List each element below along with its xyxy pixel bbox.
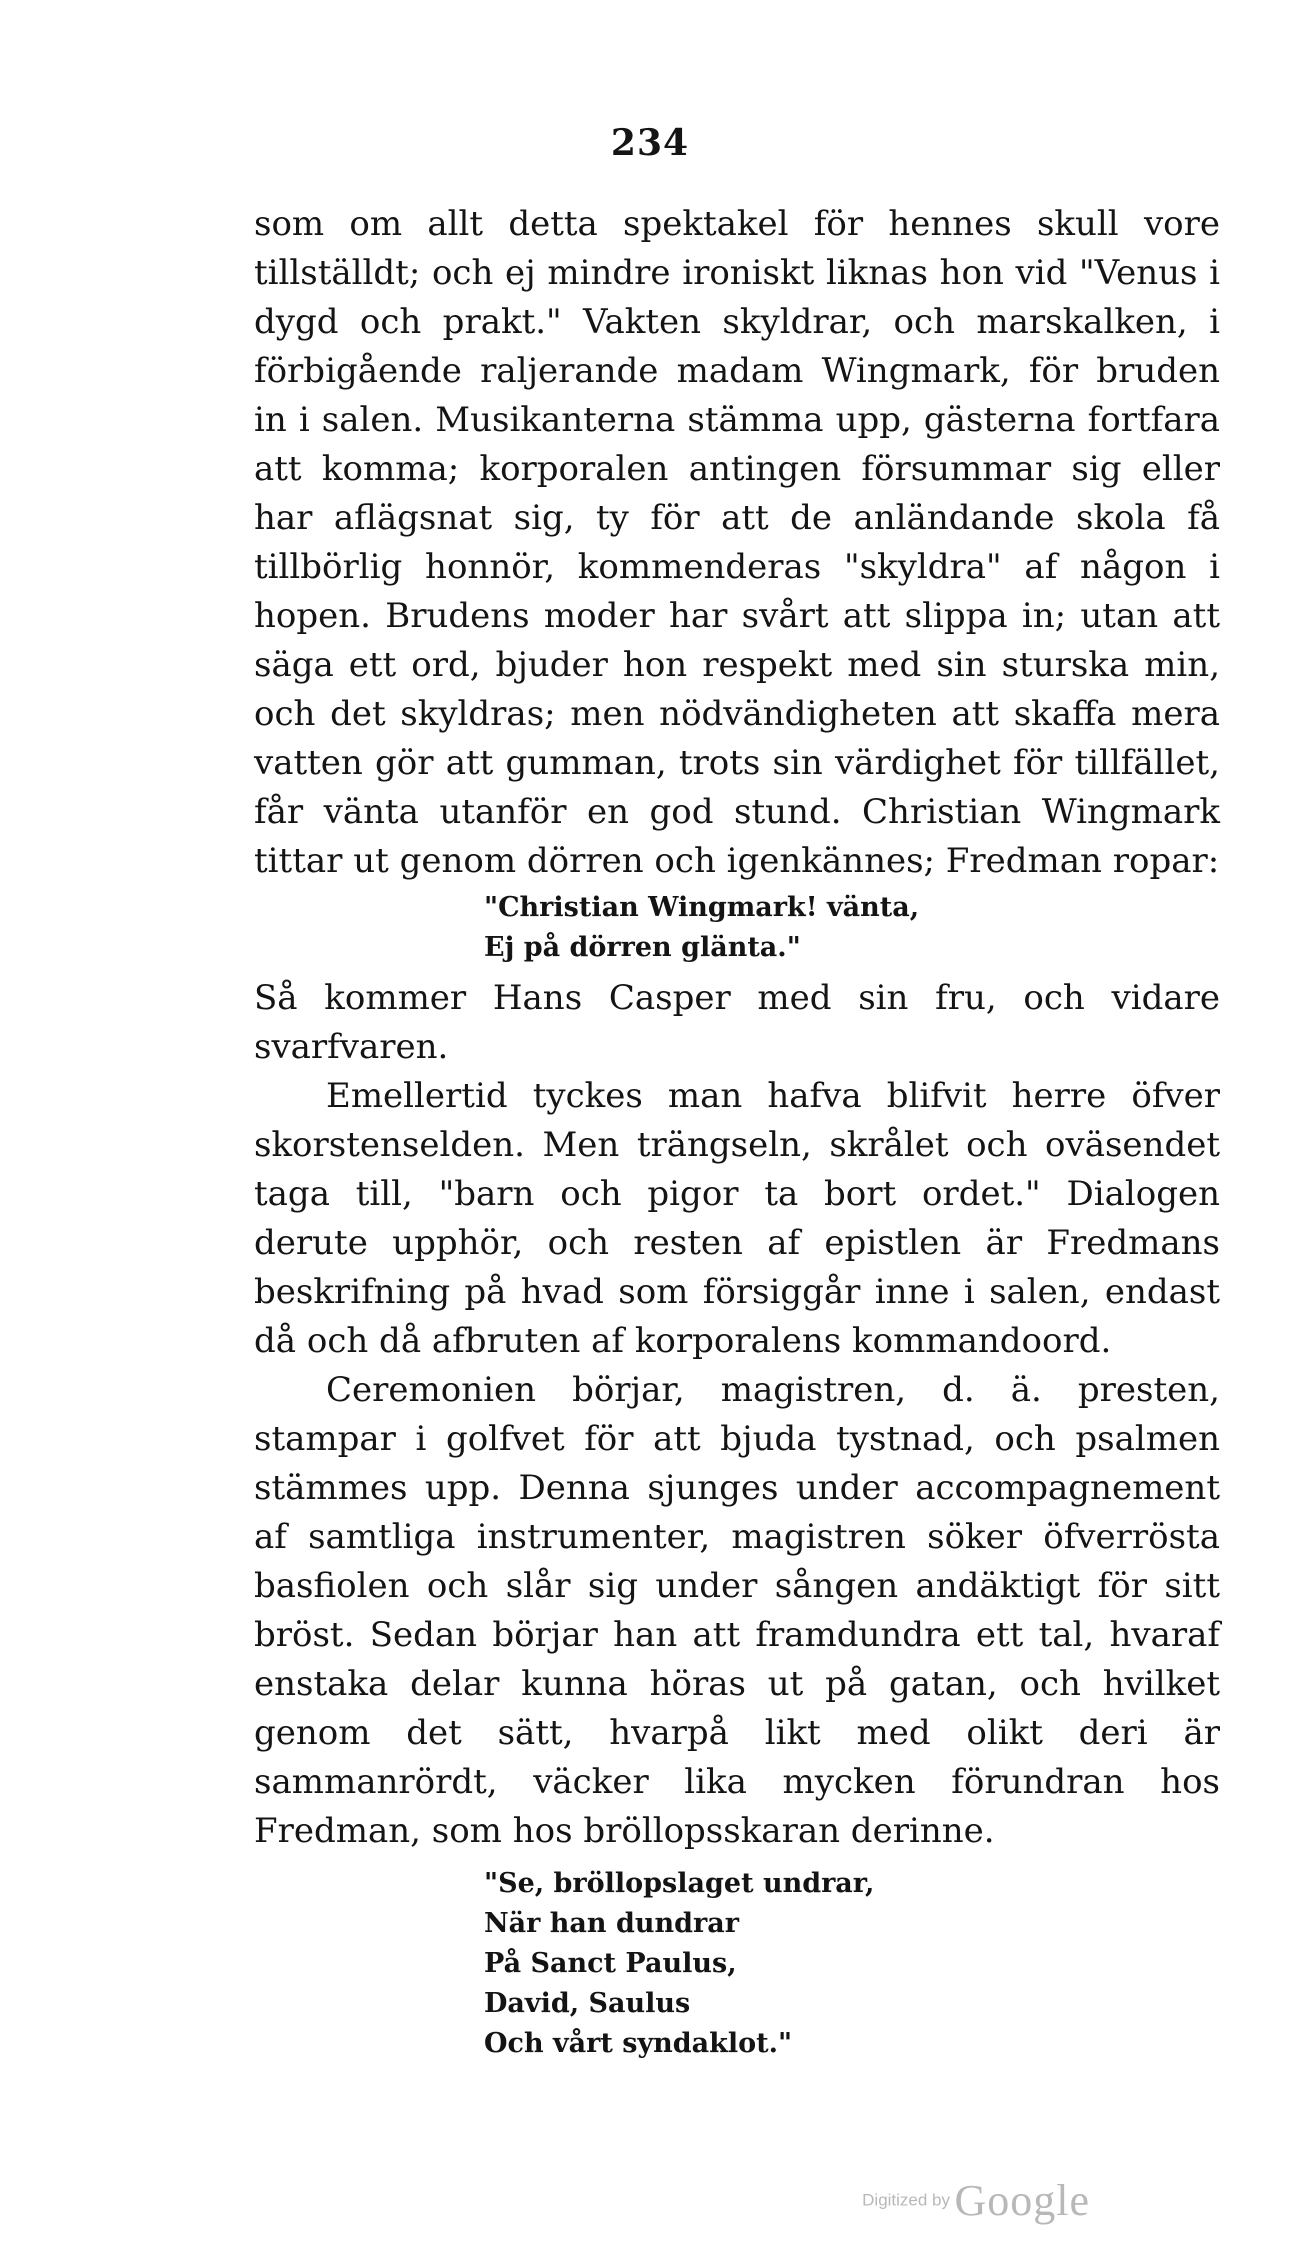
watermark-prefix: Digitized by [862,2190,951,2210]
paragraph-3: Emellertid tyckes man hafva blifvit herre öfver skorstenselden. Men trängseln, skrålet och oväsendet taga till, "barn och pigor ta bort ordet." Dialogen derute upphör, och resten af epistlen är Fredmans beskrifning på hvad som försiggår inne i salen, endast då och då afbruten af korporalens kommandoord. [254,1076,1220,1361]
paragraph-1: som om allt detta spektakel för hennes skull vore tillställdt; och ej mindre ironiskt liknas hon vid "Venus i dygd och prakt." Vakten skyldrar, och marskalken, i förbigående raljerande madam Wingmark, för bruden in i salen. Musikanterna stämma upp, gästerna fortfara att komma; korporalen antingen försummar sig eller har aflägsnat sig, ty för att de anländande skola få tillbörlig honnör, kommenderas "skyldra" af någon i hopen. Brudens moder har svårt att slippa in; utan att säga ett ord, bjuder hon respekt med sin sturska min, och det skyldras; men nödvändigheten att skaffa mera vatten gör att gumman, trots sin värdighet för tillfället, får vänta utanför en god stund. Christian Wingmark tittar ut genom dörren och igenkännes; Fredman ropar: [254,204,1220,881]
verse-line: "Christian Wingmark! vänta, [484,892,920,923]
paragraph-4: Ceremonien börjar, magistren, d. ä. presten, stampar i golfvet för att bjuda tystnad, och psalmen stämmes upp. Denna sjunges under accompagnement af samtliga instrumenter, magistren söker öfverrösta basfiolen och slår sig under sången andäktigt för sitt bröst. Sedan börjar han att framdundra ett tal, hvaraf enstaka delar kunna höras ut på gatan, och hvilket genom det sätt, hvarpå likt med olikt deri är sammanrördt, väcker lika mycken förundran hos Fredman, som hos bröllopsskaran derinne. [254,1370,1220,1851]
paragraph-2: Så kommer Hans Casper med sin fru, och vidare svarfvaren. [254,978,1220,1067]
verse-quote-1 [484,888,1220,968]
google-logo: Google [954,2176,1090,2225]
verse-line: På Sanct Paulus, [484,1948,737,1979]
body-text [254,200,1220,2064]
verse-line: Och vårt syndaklot." [484,2028,793,2059]
verse-line: Ej på dörren glänta." [484,932,801,963]
digitized-watermark [862,2175,1090,2226]
verse-line: "Se, bröllopslaget undrar, [484,1868,875,1899]
verse-quote-2 [484,1864,1220,2064]
page-number: 234 [610,122,690,164]
verse-line: David, Saulus [484,1988,691,2019]
verse-line: När han dundrar [484,1908,739,1939]
